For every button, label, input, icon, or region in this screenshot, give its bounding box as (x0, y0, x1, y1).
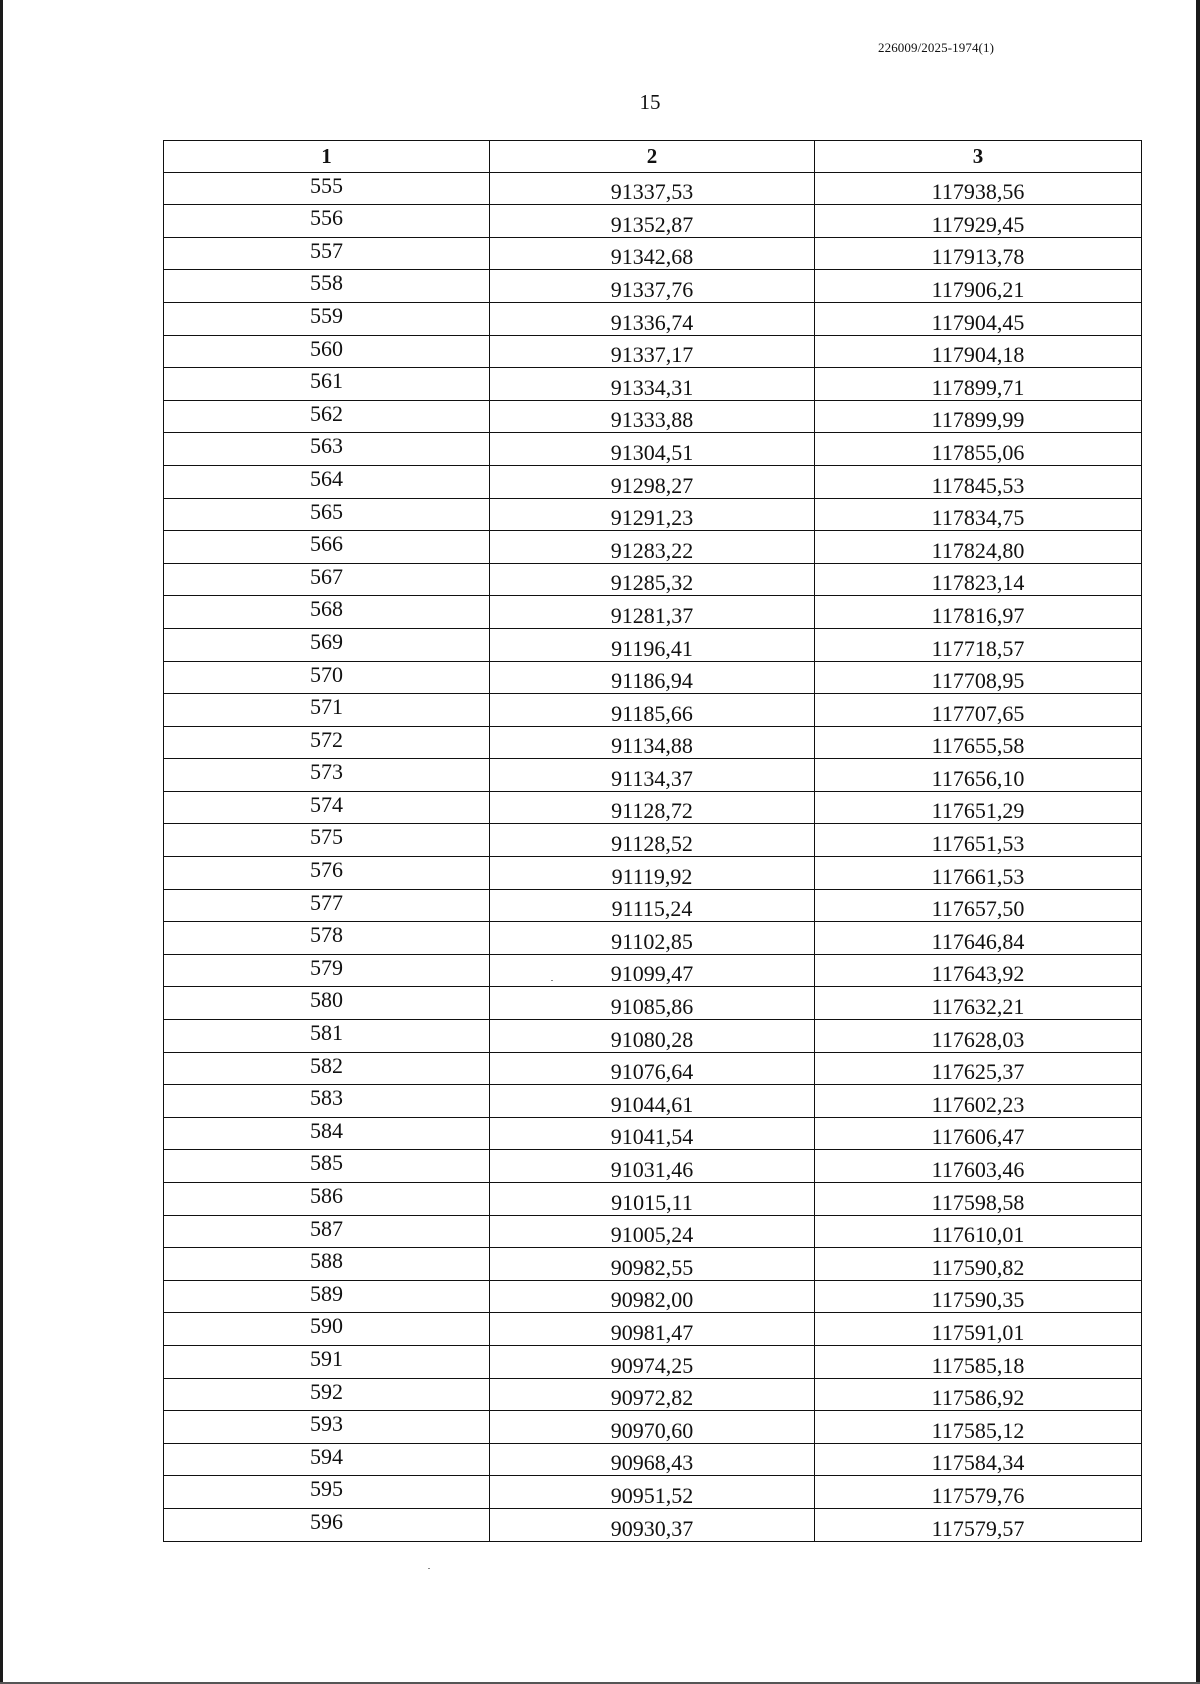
table-row (164, 857, 1142, 890)
x-coordinate-cell: 91342,68 (490, 237, 815, 270)
table-body (164, 172, 1142, 1541)
table-row (164, 596, 1142, 629)
point-number-cell: 579 (164, 954, 490, 987)
table-row (164, 465, 1142, 498)
x-coordinate-cell: 91336,74 (490, 302, 815, 335)
y-coordinate-cell: 117591,01 (815, 1313, 1142, 1346)
y-coordinate-cell: 117632,21 (815, 987, 1142, 1020)
y-coordinate-cell: 117657,50 (815, 889, 1142, 922)
scan-speck (428, 1568, 430, 1569)
point-number-cell: 584 (164, 1117, 490, 1150)
x-coordinate-cell: 91102,85 (490, 922, 815, 955)
table-row (164, 1378, 1142, 1411)
point-number-cell: 581 (164, 1020, 490, 1053)
page-number: 15 (639, 90, 661, 114)
point-number-cell: 570 (164, 661, 490, 694)
x-coordinate-cell: 91304,51 (490, 433, 815, 466)
y-coordinate-cell: 117579,57 (815, 1508, 1142, 1541)
point-number-cell: 558 (164, 270, 490, 303)
table-row (164, 1313, 1142, 1346)
point-number-cell: 557 (164, 237, 490, 270)
y-coordinate-cell: 117899,99 (815, 400, 1142, 433)
x-coordinate-cell: 91128,52 (490, 824, 815, 857)
table-row (164, 1508, 1142, 1541)
y-coordinate-cell: 117823,14 (815, 563, 1142, 596)
point-number-cell: 591 (164, 1345, 490, 1378)
table-row (164, 531, 1142, 564)
point-number-cell: 592 (164, 1378, 490, 1411)
x-coordinate-cell: 91337,53 (490, 172, 815, 205)
x-coordinate-cell: 91134,88 (490, 726, 815, 759)
x-coordinate-cell: 91076,64 (490, 1052, 815, 1085)
point-number-cell: 595 (164, 1476, 490, 1509)
point-number-cell: 593 (164, 1411, 490, 1444)
point-number-cell: 577 (164, 889, 490, 922)
table-row (164, 661, 1142, 694)
point-number-cell: 576 (164, 857, 490, 890)
y-coordinate-cell: 117899,71 (815, 368, 1142, 401)
y-coordinate-cell: 117590,35 (815, 1280, 1142, 1313)
scan-border-left (0, 0, 3, 1684)
x-coordinate-cell: 90970,60 (490, 1411, 815, 1444)
x-coordinate-cell: 91080,28 (490, 1020, 815, 1053)
table-row (164, 1345, 1142, 1378)
x-coordinate-cell: 90981,47 (490, 1313, 815, 1346)
table-row (164, 759, 1142, 792)
point-number-cell: 567 (164, 563, 490, 596)
point-number-cell: 573 (164, 759, 490, 792)
x-coordinate-cell: 91119,92 (490, 857, 815, 890)
table-row (164, 1150, 1142, 1183)
point-number-cell: 589 (164, 1280, 490, 1313)
table-row (164, 335, 1142, 368)
x-coordinate-cell: 90972,82 (490, 1378, 815, 1411)
x-coordinate-cell: 90951,52 (490, 1476, 815, 1509)
table-row (164, 954, 1142, 987)
y-coordinate-cell: 117590,82 (815, 1248, 1142, 1281)
y-coordinate-cell: 117904,18 (815, 335, 1142, 368)
x-coordinate-cell: 91281,37 (490, 596, 815, 629)
point-number-cell: 587 (164, 1215, 490, 1248)
x-coordinate-cell: 91031,46 (490, 1150, 815, 1183)
point-number-cell: 560 (164, 335, 490, 368)
y-coordinate-cell: 117586,92 (815, 1378, 1142, 1411)
y-coordinate-cell: 117655,58 (815, 726, 1142, 759)
x-coordinate-cell: 91352,87 (490, 205, 815, 238)
y-coordinate-cell: 117602,23 (815, 1085, 1142, 1118)
table-row (164, 172, 1142, 205)
point-number-cell: 586 (164, 1183, 490, 1216)
x-coordinate-cell: 91115,24 (490, 889, 815, 922)
point-number-cell: 564 (164, 465, 490, 498)
y-coordinate-cell: 117906,21 (815, 270, 1142, 303)
y-coordinate-cell: 117661,53 (815, 857, 1142, 890)
table-row (164, 824, 1142, 857)
x-coordinate-cell: 91298,27 (490, 465, 815, 498)
table-row (164, 270, 1142, 303)
y-coordinate-cell: 117834,75 (815, 498, 1142, 531)
table-header-row (164, 141, 1142, 173)
table-row (164, 205, 1142, 238)
x-coordinate-cell: 91128,72 (490, 791, 815, 824)
x-coordinate-cell: 91337,76 (490, 270, 815, 303)
y-coordinate-cell: 117718,57 (815, 628, 1142, 661)
point-number-cell: 559 (164, 302, 490, 335)
point-number-cell: 569 (164, 628, 490, 661)
x-coordinate-cell: 91041,54 (490, 1117, 815, 1150)
x-coordinate-cell: 91185,66 (490, 694, 815, 727)
x-coordinate-cell: 90974,25 (490, 1345, 815, 1378)
y-coordinate-cell: 117585,12 (815, 1411, 1142, 1444)
point-number-cell: 561 (164, 368, 490, 401)
column-header: 1 (164, 141, 490, 173)
x-coordinate-cell: 90968,43 (490, 1443, 815, 1476)
point-number-cell: 580 (164, 987, 490, 1020)
point-number-cell: 594 (164, 1443, 490, 1476)
scan-speck (551, 980, 553, 981)
point-number-cell: 565 (164, 498, 490, 531)
y-coordinate-cell: 117707,65 (815, 694, 1142, 727)
column-header: 2 (490, 141, 815, 173)
point-number-cell: 574 (164, 791, 490, 824)
point-number-cell: 568 (164, 596, 490, 629)
y-coordinate-cell: 117904,45 (815, 302, 1142, 335)
y-coordinate-cell: 117913,78 (815, 237, 1142, 270)
y-coordinate-cell: 117929,45 (815, 205, 1142, 238)
point-number-cell: 562 (164, 400, 490, 433)
table-row (164, 1085, 1142, 1118)
y-coordinate-cell: 117656,10 (815, 759, 1142, 792)
y-coordinate-cell: 117845,53 (815, 465, 1142, 498)
table-row (164, 302, 1142, 335)
x-coordinate-cell: 91099,47 (490, 954, 815, 987)
table-row (164, 368, 1142, 401)
x-coordinate-cell: 90982,00 (490, 1280, 815, 1313)
table-row (164, 563, 1142, 596)
table-row (164, 1215, 1142, 1248)
x-coordinate-cell: 91291,23 (490, 498, 815, 531)
point-number-cell: 596 (164, 1508, 490, 1541)
table-row (164, 726, 1142, 759)
x-coordinate-cell: 91085,86 (490, 987, 815, 1020)
table-row (164, 1117, 1142, 1150)
point-number-cell: 571 (164, 694, 490, 727)
x-coordinate-cell: 91005,24 (490, 1215, 815, 1248)
y-coordinate-cell: 117708,95 (815, 661, 1142, 694)
table-row (164, 922, 1142, 955)
column-header: 3 (815, 141, 1142, 173)
table-row (164, 1020, 1142, 1053)
table-row (164, 1248, 1142, 1281)
x-coordinate-cell: 90930,37 (490, 1508, 815, 1541)
table-row (164, 791, 1142, 824)
y-coordinate-cell: 117603,46 (815, 1150, 1142, 1183)
y-coordinate-cell: 117816,97 (815, 596, 1142, 629)
document-id: 226009/2025-1974(1) (878, 40, 994, 55)
table-row (164, 1476, 1142, 1509)
point-number-cell: 556 (164, 205, 490, 238)
y-coordinate-cell: 117824,80 (815, 531, 1142, 564)
table-row (164, 694, 1142, 727)
y-coordinate-cell: 117606,47 (815, 1117, 1142, 1150)
table-row (164, 889, 1142, 922)
table-row (164, 1052, 1142, 1085)
table-row (164, 237, 1142, 270)
y-coordinate-cell: 117598,58 (815, 1183, 1142, 1216)
point-number-cell: 575 (164, 824, 490, 857)
scan-border-right (1196, 0, 1200, 1684)
table-row (164, 400, 1142, 433)
y-coordinate-cell: 117643,92 (815, 954, 1142, 987)
coordinates-table (163, 140, 1142, 1542)
table-row (164, 1411, 1142, 1444)
table-row (164, 628, 1142, 661)
x-coordinate-cell: 91186,94 (490, 661, 815, 694)
point-number-cell: 572 (164, 726, 490, 759)
y-coordinate-cell: 117625,37 (815, 1052, 1142, 1085)
point-number-cell: 583 (164, 1085, 490, 1118)
y-coordinate-cell: 117646,84 (815, 922, 1142, 955)
x-coordinate-cell: 91333,88 (490, 400, 815, 433)
y-coordinate-cell: 117855,06 (815, 433, 1142, 466)
x-coordinate-cell: 91015,11 (490, 1183, 815, 1216)
y-coordinate-cell: 117579,76 (815, 1476, 1142, 1509)
table-row (164, 1280, 1142, 1313)
point-number-cell: 563 (164, 433, 490, 466)
point-number-cell: 585 (164, 1150, 490, 1183)
y-coordinate-cell: 117585,18 (815, 1345, 1142, 1378)
y-coordinate-cell: 117651,53 (815, 824, 1142, 857)
y-coordinate-cell: 117628,03 (815, 1020, 1142, 1053)
table-row (164, 498, 1142, 531)
x-coordinate-cell: 91196,41 (490, 628, 815, 661)
x-coordinate-cell: 90982,55 (490, 1248, 815, 1281)
table-row (164, 987, 1142, 1020)
point-number-cell: 566 (164, 531, 490, 564)
x-coordinate-cell: 91044,61 (490, 1085, 815, 1118)
x-coordinate-cell: 91337,17 (490, 335, 815, 368)
table-row (164, 433, 1142, 466)
x-coordinate-cell: 91334,31 (490, 368, 815, 401)
point-number-cell: 578 (164, 922, 490, 955)
point-number-cell: 588 (164, 1248, 490, 1281)
point-number-cell: 582 (164, 1052, 490, 1085)
y-coordinate-cell: 117651,29 (815, 791, 1142, 824)
y-coordinate-cell: 117938,56 (815, 172, 1142, 205)
x-coordinate-cell: 91283,22 (490, 531, 815, 564)
y-coordinate-cell: 117584,34 (815, 1443, 1142, 1476)
x-coordinate-cell: 91285,32 (490, 563, 815, 596)
table-row (164, 1443, 1142, 1476)
table-row (164, 1183, 1142, 1216)
point-number-cell: 555 (164, 172, 490, 205)
y-coordinate-cell: 117610,01 (815, 1215, 1142, 1248)
point-number-cell: 590 (164, 1313, 490, 1346)
x-coordinate-cell: 91134,37 (490, 759, 815, 792)
